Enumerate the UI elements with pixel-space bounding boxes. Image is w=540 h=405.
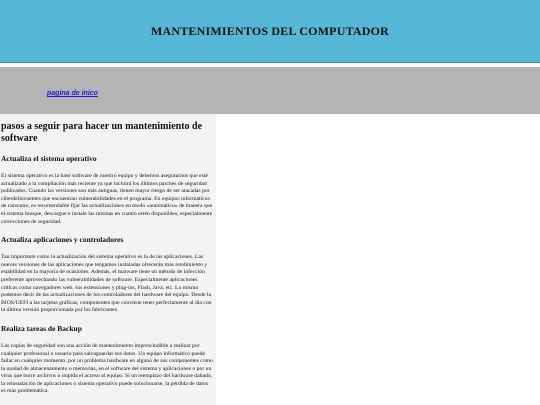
section-title-backup: Realiza tareas de Backup [1,323,82,333]
page-title: MANTENIMIENTOS DEL COMPUTADOR [150,24,390,38]
nav-bar [0,67,540,114]
site-header [0,0,540,63]
section-title-update-apps: Actualiza aplicaciones y controladores [1,235,124,245]
article-heading: pasos a seguir para hacer un mantenimiento de software [1,121,203,144]
section-body-update-os: El sistema operativo es la base software de nuestro equipo y debemos asegurarnos que esté actualizado a la compilación más reciente ya que incluirá los últimos parches de seguridad publicados. Cuando las versiones son más antiguas, tienen mayor riesgo de ser atacadas por ciberdelincuentes que encuentran vulnerabilidades en el programa. En equipos informáticos de consumo, es recomendable fijar las actualizaciones en modo «automático» de manera que el sistema busque, descargue e instale las mismas en cuanto estén disponibles, especialmente correcciones de seguridad. [1,173,213,225]
section-body-update-apps: Tan importante como la actualización del sistema operativo es la de las aplicaciones. Las nuevas versiones de las aplicaciones que tengamos instaladas ofrecerán más rendimiento y estabilidad en la mayoría de ocasiones. Además, el malware tiene un método de infección preferente aprovechando las vulnerabilidades de software. Especialmente aplicaciones críticas como navegadores web, sus extensiones y plug-ins, Flash, Java, etc. Lo mismo podemos decir de las actualizaciones de los controladores del hardware del equipo. Desde la BIOS/UEFI a las tarjetas gráficas, componentes que conviene tener perfectamente al día con la última versión proporcionada por los fabricantes. [1,254,212,314]
article-panel [0,114,216,405]
section-title-update-os: Actualiza el sistema operativo [1,154,97,163]
home-link[interactable]: pagina de inico [47,90,98,97]
section-body-backup: Las copias de seguridad son una acción de mantenimiento imprescindible a realizar por cualquier profesional o usuario para salvaguardar sus datos. Un equipo informático puede fallar en cualquier momento, por un problema hardware en alguno de sus componentes como la unidad de almacenamiento o memorias, en el software del sistema y aplicaciones o por un virus que borre archivos o impida el acceso al equipo. Si un reemplazo del hardware dañado, la reinstalación de aplicaciones o sistema operativo puede solucionarse, la pérdida de datos es más problemática. [1,342,213,395]
